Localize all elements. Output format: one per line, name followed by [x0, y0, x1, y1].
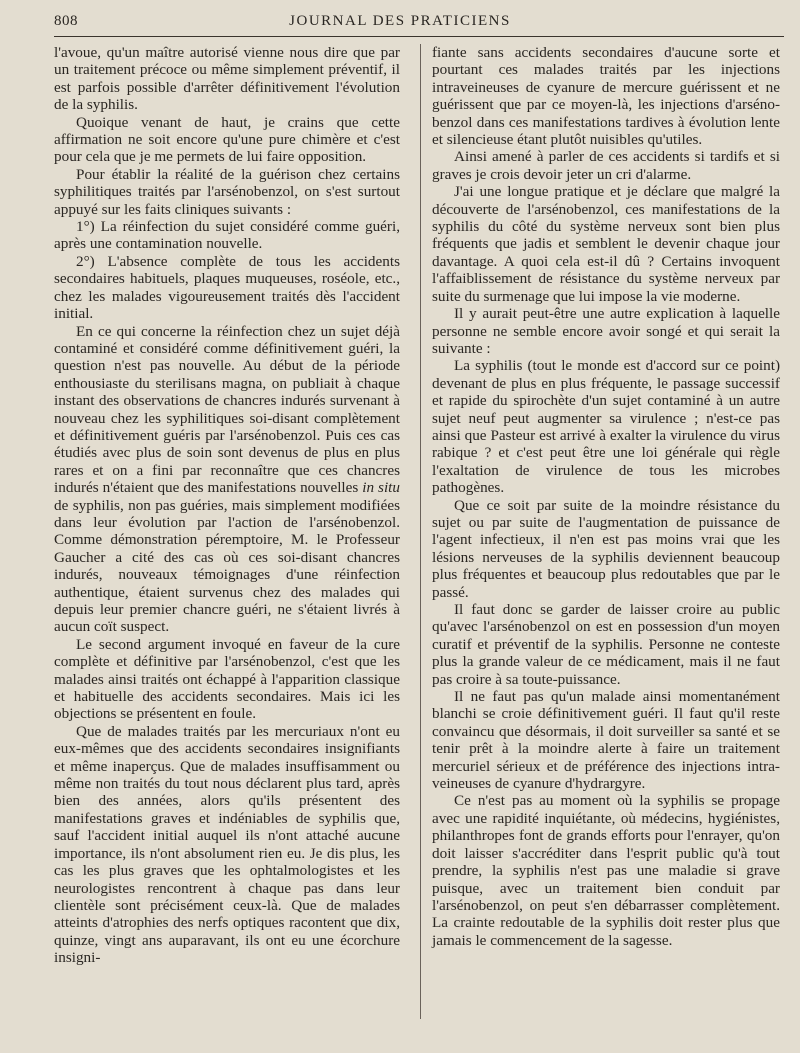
paragraph: Il faut donc se garder de laisser croire au public qu'avec l'arsénobenzol on est en possession d'un moyen curatif et préventif de la syphilis. Personne ne conteste plus la grande valeur de ce médicament, mais il ne faut pas croire à sa toute-puissance. [432, 601, 780, 688]
italic-term: in situ [362, 479, 400, 497]
paragraph [54, 323, 400, 636]
paragraph: Le second argument invoqué en faveur de la cure complète et définitive par l'arsénobenzol, c'est que les malades ainsi traités ont échappé à l'apparition classique et habituelle des accidents secondaires. Mais ici les objections se présentent en foule. [54, 635, 400, 723]
column-divider [420, 44, 421, 1019]
paragraph: Ainsi amené à parler de ces accidents si tardifs et si graves je crois devoir jeter un cri d'alarme. [432, 148, 780, 183]
paragraph: fiante sans accidents secondaires d'aucune sorte et pourtant ces malades traités par les injections intraveineuses de cyanure de mercure guérissent et ne guérissent que par ce moyen-là, les injections d'arséno-benzol dans ces manifestations tardives à évolution lente et silencieuse étant plutôt nuisibles qu'utiles. [432, 44, 780, 149]
paragraph: Quoique venant de haut, je crains que cette affirmation ne soit encore qu'une pure chimère et c'est pour cela que je me permets de lui faire opposition. [54, 113, 400, 166]
list-item: 2°) L'absence complète de tous les accidents secondaires habituels, plaques muqueuses, roséole, etc., chez les malades vigoureusement traités dès l'accident initial. [54, 252, 400, 323]
paragraph: Que ce soit par suite de la moindre résistance du sujet ou par suite de l'augmentation de puissance de l'agent infectieux, il n'en est pas moins vrai que les lésions nerveuses de la syphilis deviennent beaucoup plus fréquentes et beaucoup plus redoutables que par le passé. [432, 496, 780, 601]
page-header [0, 8, 800, 38]
running-title: JOURNAL DES PRATICIENS [289, 13, 511, 29]
text-run: de syphilis, non pas guéries, mais simplement modifiées dans leur évolution par l'action de l'arsénobenzol. Comme démonstration péremptoire, M. le Professeur Gaucher a cité des cas où ces soi-disant chancres indurés, nouveaux témoignages d'une réinfection authentique, étaient survenus chez des malades qui depuis leur premier chancre guéri, ne s'étaient livrés à aucun coït suspect. [54, 496, 400, 636]
paragraph: Il ne faut pas qu'un malade ainsi momentanément blanchi se croie définitivement guéri. Il faut qu'il reste convaincu que désormais, il doit surveiller sa santé et se tenir prêt à la moindre alerte à faire un traitement mercuriel sérieux et de préférence des injections intra-veineuses de cyanure d'hydrargyre. [432, 688, 780, 793]
page-number: 808 [54, 13, 78, 29]
paragraph: La syphilis (tout le monde est d'accord sur ce point) devenant de plus en plus fréquente, le passage successif et rapide du spirochète d'un sujet contaminé à un autre sujet neuf peut augmenter sa virulence ; n'est-ce pas ainsi que Pasteur est arrivé à exalter la virulence du virus rabique ? et c'est peut être une loi générale qui règle l'exaltation de virulence de tous les microbes pathogènes. [432, 357, 780, 497]
paragraph: Pour établir la réalité de la guérison chez certains syphilitiques traités par l'arsénobenzol, on s'est surtout appuyé sur les faits cliniques suivants : [54, 165, 400, 218]
text-run: En ce qui concerne la réinfection chez un sujet déjà contaminé et considéré comme définitivement guéri, la question n'est pas nouvelle. Au début de la période enthousiaste du sterilisans magna, on publiait à chaque instant des observations de chancres indurés survenant à nouveau chez les syphilitiques soi-disant complètement et définitivement guéris par l'arsénobenzol. Puis ces cas étudiés avec plus de soin sont devenus de plus en plus rares et on a fini par reconnaître que ces chancres indurés n'étaient que des manifestations nouvelles [54, 322, 400, 497]
paragraph: Il y aurait peut-être une autre explication à laquelle personne ne semble encore avoir songé et qui serait la suivante : [432, 305, 780, 357]
left-column [54, 44, 400, 967]
paragraph: l'avoue, qu'un maître autorisé vienne nous dire que par un traitement précoce ou même simplement préventif, il est parfois possible d'arrêter définitivement l'évolution de la syphilis. [54, 44, 400, 114]
paragraph: Que de malades traités par les mercuriaux n'ont eu eux-mêmes que des accidents secondaires insignifiants et même inaperçus. Que de malades insuffisamment ou même non traités du tout nous déclarent plus tard, après bien des années, alors qu'ils présentent des manifestations graves et indéniables de syphilis que, sauf l'accident initial auquel ils n'ont attaché aucune importance, ils n'ont absolument rien eu. Je dis plus, les cas les plus graves que les ophtalmologistes et les neurologistes rencontrent à chaque pas dans leur clientèle sont précisément ceux-là. Que de malades atteints d'atrophies des nerfs optiques racontent que dix, quinze, vingt ans auparavant, ils ont eu une écorchure insigni- [54, 722, 400, 967]
right-column [432, 44, 780, 949]
paragraph: Ce n'est pas au moment où la syphilis se propage avec une rapidité inquiétante, où médecins, hygiénistes, philanthropes font de grands efforts pour l'enrayer, qu'on doit laisser s'accréditer dans l'esprit public qu'à tout prendre, la syphilis n'est pas une maladie si grave puisque, avec un traitement bien conduit par l'arsénobenzol, on peut s'en débarrasser complètement. La crainte redoutable de la syphilis doit rester plus que jamais le commencement de la sagesse. [432, 792, 780, 949]
list-item: 1°) La réinfection du sujet considéré comme guéri, après une contamination nouvelle. [54, 218, 400, 253]
paragraph: J'ai une longue pratique et je déclare que malgré la découverte de l'arsénobenzol, ces manifestations de la syphilis du côté du système nerveux sont bien plus fréquents que jadis et semblent le devenir chaque jour davantage. A quoi cela est-il dû ? Certains invoquent l'affaiblissement de résistance du système nerveux par suite du surmenage que lui impose la vie moderne. [432, 183, 780, 305]
header-rule [54, 36, 784, 37]
